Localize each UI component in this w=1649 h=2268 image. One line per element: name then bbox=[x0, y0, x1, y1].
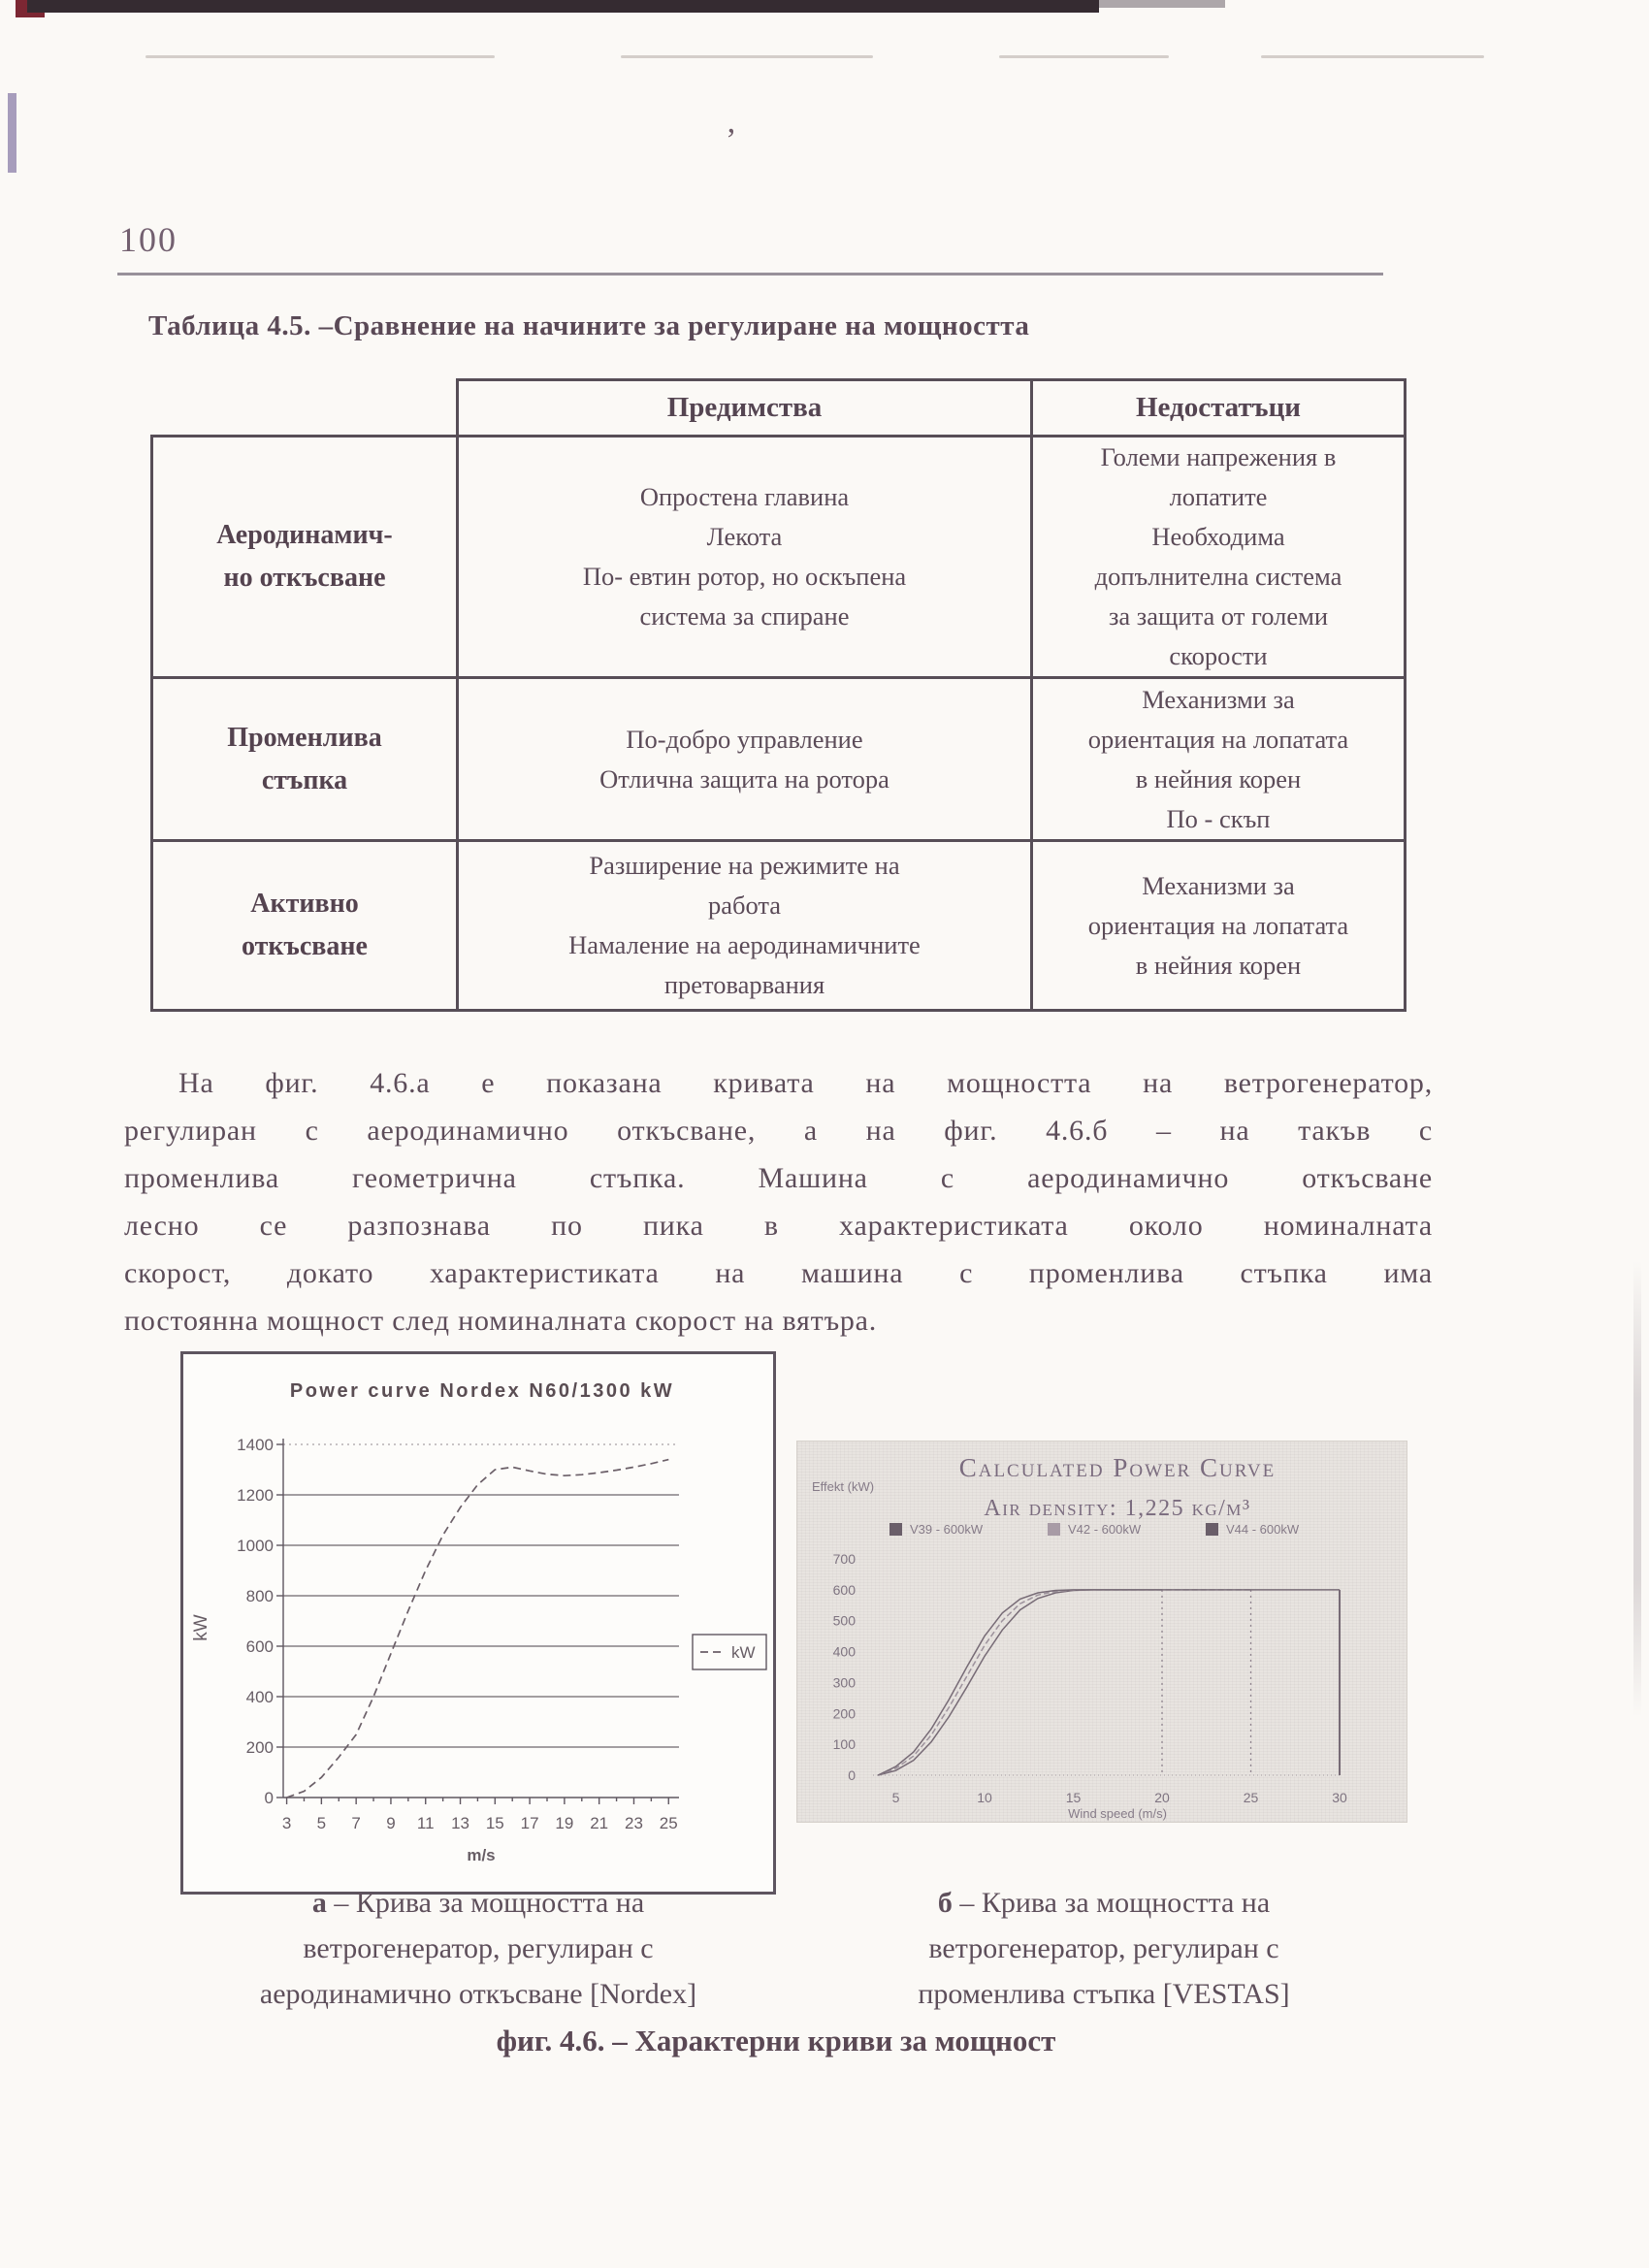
svg-text:20: 20 bbox=[1154, 1790, 1170, 1805]
svg-text:9: 9 bbox=[386, 1814, 396, 1832]
vestas-chart-panel bbox=[797, 1442, 1406, 1822]
svg-text:7: 7 bbox=[351, 1814, 361, 1832]
legend-swatch bbox=[889, 1523, 902, 1536]
caption-b: б – Крива за мощността на ветрогенератор, регулиран с променлива стъпка [VESTAS] bbox=[918, 1887, 1290, 2010]
legend-label: V44 - 600kW bbox=[1226, 1522, 1300, 1537]
legend-label: V39 - 600kW bbox=[910, 1522, 984, 1537]
chart-a-xlabel: m/s bbox=[467, 1846, 496, 1864]
scan-smudge bbox=[1261, 55, 1484, 58]
scan-smudge bbox=[621, 55, 873, 58]
svg-text:100: 100 bbox=[832, 1736, 856, 1753]
svg-text:25: 25 bbox=[659, 1814, 678, 1832]
power-curve-V42 bbox=[878, 1590, 1250, 1775]
svg-text:300: 300 bbox=[832, 1674, 856, 1691]
disadvantages-cell: Механизми за ориентация на лопатата в нейния корен По - скъп bbox=[1032, 678, 1406, 841]
chart-a-ylabel: kW bbox=[191, 1614, 211, 1641]
svg-text:25: 25 bbox=[1243, 1790, 1259, 1805]
body-paragraph: На фиг. 4.6.а е показана кривата на мощността на ветрогенератор, регулиран с аеродинамично откъсване, а на фиг. 4.6.б – на такъв с променлива геометрична стъпка. Машина с аеродинамично откъсване лесно се разпознава по пика в характеристиката около номиналната скорост, докато характеристиката на машина с променлива стъпка има постоянна мощност след номиналната скорост на вятъра. bbox=[124, 1067, 1433, 1337]
svg-text:1200: 1200 bbox=[237, 1486, 274, 1505]
svg-text:5: 5 bbox=[891, 1790, 900, 1805]
caption-a: а – Крива за мощността на ветрогенератор, регулиран с аеродинамично откъсване [Nordex] bbox=[259, 1887, 697, 2010]
advantages-cell: Опростена главина Лекота По- евтин ротор, но оскъпена система за спиране bbox=[458, 437, 1032, 678]
col-header-advantages: Предимства bbox=[458, 380, 1032, 437]
legend-swatch bbox=[1048, 1523, 1060, 1536]
scan-artifact-purple-mark bbox=[8, 93, 16, 173]
table-row bbox=[152, 437, 1406, 678]
chart-a-title: Power curve Nordex N60/1300 kW bbox=[289, 1380, 675, 1402]
table-row bbox=[152, 678, 1406, 841]
svg-text:5: 5 bbox=[316, 1814, 327, 1832]
svg-text:19: 19 bbox=[555, 1814, 574, 1832]
svg-text:17: 17 bbox=[520, 1814, 539, 1832]
disadvantages-cell: Големи напрежения в лопатите Необходима допълнителна система за защита от големи скорости bbox=[1032, 437, 1406, 678]
power-curve-V44 bbox=[878, 1590, 1340, 1775]
scan-edge-shadow bbox=[1633, 1261, 1641, 1717]
svg-text:15: 15 bbox=[1065, 1790, 1082, 1805]
chart-b-xlabel: Wind speed (m/s) bbox=[1068, 1806, 1167, 1821]
legend-swatch bbox=[1206, 1523, 1218, 1536]
svg-text:200: 200 bbox=[245, 1738, 274, 1757]
stray-mark: ’ bbox=[726, 122, 737, 158]
advantages-cell: Разширение на режимите на работа Намаление на аеродинамичните претоварвания bbox=[458, 841, 1032, 1011]
table-corner-cell bbox=[152, 380, 458, 437]
chart-b-ylabel: Effekt (kW) bbox=[812, 1479, 875, 1494]
scan-artifact-top-bar-faint bbox=[1099, 0, 1225, 8]
svg-text:23: 23 bbox=[625, 1814, 643, 1832]
svg-text:3: 3 bbox=[281, 1814, 292, 1832]
svg-text:800: 800 bbox=[245, 1587, 274, 1605]
svg-text:600: 600 bbox=[245, 1637, 274, 1656]
scan-artifact-top-bar bbox=[27, 0, 1099, 13]
svg-text:10: 10 bbox=[977, 1790, 992, 1805]
svg-text:700: 700 bbox=[832, 1551, 856, 1567]
svg-text:21: 21 bbox=[590, 1814, 609, 1832]
power-curve-V39 bbox=[878, 1590, 1162, 1775]
svg-text:500: 500 bbox=[832, 1612, 856, 1629]
nordex-power-curve-chart bbox=[183, 1354, 773, 1892]
svg-text:13: 13 bbox=[451, 1814, 469, 1832]
svg-text:400: 400 bbox=[832, 1643, 856, 1660]
page-number: 100 bbox=[119, 220, 178, 259]
chart-b-title: Calculated Power Curve bbox=[958, 1453, 1277, 1482]
comparison-table bbox=[150, 378, 1406, 1012]
row-label-aerodynamic-stall: Аеродинамич- но откъсване bbox=[152, 437, 458, 678]
svg-text:30: 30 bbox=[1332, 1790, 1347, 1805]
table-title: Таблица 4.5. –Сравнение на начините за регулиране на мощността bbox=[148, 310, 1030, 341]
svg-text:11: 11 bbox=[416, 1814, 435, 1832]
chart-a-legend-label: kW bbox=[731, 1643, 756, 1662]
legend-label: V42 - 600kW bbox=[1068, 1522, 1142, 1537]
table-row bbox=[152, 841, 1406, 1011]
svg-text:1000: 1000 bbox=[237, 1537, 274, 1555]
row-label-active-stall: Активно откъсване bbox=[152, 841, 458, 1011]
disadvantages-cell: Механизми за ориентация на лопатата в нейния корен bbox=[1032, 841, 1406, 1011]
advantages-cell: По-добро управление Отлична защита на ротора bbox=[458, 678, 1032, 841]
svg-text:1400: 1400 bbox=[237, 1436, 274, 1454]
figure-caption: фиг. 4.6. – Характерни криви за мощност bbox=[496, 2024, 1056, 2057]
svg-text:0: 0 bbox=[848, 1767, 856, 1783]
scan-smudge bbox=[999, 55, 1169, 58]
col-header-disadvantages: Недостатъци bbox=[1032, 380, 1406, 437]
svg-text:400: 400 bbox=[245, 1688, 274, 1706]
scan-smudge bbox=[146, 55, 495, 58]
row-label-variable-pitch: Променлива стъпка bbox=[152, 678, 458, 841]
nordex-chart-panel bbox=[180, 1351, 776, 1895]
header-rule bbox=[117, 273, 1383, 275]
svg-text:200: 200 bbox=[832, 1705, 856, 1722]
svg-text:0: 0 bbox=[264, 1789, 274, 1807]
table-header-row bbox=[152, 380, 1406, 437]
svg-text:600: 600 bbox=[832, 1581, 856, 1598]
chart-b-subtitle: Air density: 1,225 kg/m³ bbox=[984, 1496, 1251, 1521]
vestas-power-curve-chart bbox=[797, 1442, 1406, 1822]
svg-text:15: 15 bbox=[485, 1814, 504, 1832]
